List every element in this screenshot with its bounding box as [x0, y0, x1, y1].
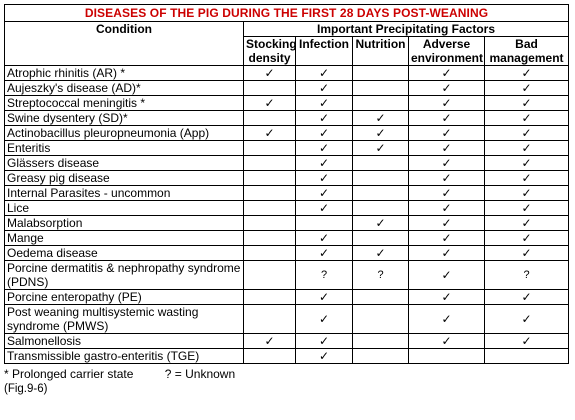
stocking-density-cell	[244, 305, 296, 334]
infection-cell: ✓	[296, 201, 353, 216]
table-row	[5, 111, 569, 126]
bad-management-cell: ✓	[485, 334, 569, 349]
table-body	[5, 66, 569, 364]
nutrition-cell	[353, 231, 409, 246]
infection-cell: ✓	[296, 349, 353, 364]
nutrition-cell: ✓	[353, 126, 409, 141]
stocking-density-cell	[244, 141, 296, 156]
disease-table-sheet	[4, 4, 568, 395]
nutrition-cell: ✓	[353, 216, 409, 231]
infection-cell: ✓	[296, 290, 353, 305]
infection-cell: ✓	[296, 126, 353, 141]
infection-cell: ✓	[296, 231, 353, 246]
table-row	[5, 126, 569, 141]
title-row	[5, 5, 569, 22]
nutrition-cell	[353, 186, 409, 201]
stocking-density-cell	[244, 290, 296, 305]
table-row	[5, 305, 569, 334]
table-row	[5, 216, 569, 231]
infection-cell	[296, 216, 353, 231]
stocking-density-cell	[244, 231, 296, 246]
infection-cell: ✓	[296, 96, 353, 111]
infection-cell: ✓	[296, 81, 353, 96]
adverse-environment-cell: ✓	[409, 231, 485, 246]
adverse-environment-cell: ✓	[409, 156, 485, 171]
bad-management-cell: ✓	[485, 290, 569, 305]
bad-management-cell: ✓	[485, 171, 569, 186]
footnote-carrier-state: * Prolonged carrier state	[4, 367, 134, 381]
factor-header-adverse-environment: Adverse environment	[409, 37, 485, 66]
bad-management-cell: ✓	[485, 216, 569, 231]
infection-cell: ✓	[296, 334, 353, 349]
nutrition-cell	[353, 156, 409, 171]
adverse-environment-cell: ✓	[409, 290, 485, 305]
nutrition-cell	[353, 171, 409, 186]
adverse-environment-cell: ✓	[409, 305, 485, 334]
bad-management-cell: ✓	[485, 111, 569, 126]
condition-cell: Porcine enteropathy (PE)	[5, 290, 244, 305]
condition-cell: Greasy pig disease	[5, 171, 244, 186]
infection-cell: ?	[296, 261, 353, 290]
infection-cell: ✓	[296, 305, 353, 334]
adverse-environment-cell: ✓	[409, 201, 485, 216]
table-row	[5, 186, 569, 201]
condition-cell: Aujeszky's disease (AD)*	[5, 81, 244, 96]
stocking-density-cell	[244, 81, 296, 96]
condition-cell: Streptococcal meningitis *	[5, 96, 244, 111]
condition-cell: Enteritis	[5, 141, 244, 156]
table-row	[5, 81, 569, 96]
nutrition-cell	[353, 66, 409, 81]
table-row	[5, 156, 569, 171]
footnote	[4, 367, 568, 381]
infection-cell: ✓	[296, 111, 353, 126]
adverse-environment-cell: ✓	[409, 261, 485, 290]
footnote-unknown: ? = Unknown	[164, 367, 236, 381]
condition-cell: Post weaning multisystemic wasting syndrome (PMWS)	[5, 305, 244, 334]
header-row-1	[5, 22, 569, 37]
stocking-density-cell: ✓	[244, 334, 296, 349]
stocking-density-cell: ✓	[244, 96, 296, 111]
adverse-environment-cell	[409, 349, 485, 364]
condition-cell: Porcine dermatitis & nephropathy syndrome (PDNS)	[5, 261, 244, 290]
nutrition-cell: ✓	[353, 111, 409, 126]
disease-table	[4, 4, 569, 364]
bad-management-cell: ✓	[485, 305, 569, 334]
bad-management-cell: ✓	[485, 246, 569, 261]
nutrition-cell	[353, 290, 409, 305]
stocking-density-cell	[244, 261, 296, 290]
bad-management-cell: ✓	[485, 126, 569, 141]
condition-cell: Actinobacillus pleuropneumonia (App)	[5, 126, 244, 141]
infection-cell: ✓	[296, 156, 353, 171]
adverse-environment-cell: ✓	[409, 171, 485, 186]
table-row	[5, 141, 569, 156]
condition-cell: Salmonellosis	[5, 334, 244, 349]
table-row	[5, 246, 569, 261]
table-row	[5, 349, 569, 364]
table-row	[5, 261, 569, 290]
condition-cell: Atrophic rhinitis (AR) *	[5, 66, 244, 81]
stocking-density-cell	[244, 171, 296, 186]
bad-management-cell: ✓	[485, 156, 569, 171]
stocking-density-cell	[244, 186, 296, 201]
condition-cell: Glässers disease	[5, 156, 244, 171]
stocking-density-cell	[244, 156, 296, 171]
table-row	[5, 66, 569, 81]
stocking-density-cell: ✓	[244, 126, 296, 141]
stocking-density-cell	[244, 201, 296, 216]
infection-cell: ✓	[296, 246, 353, 261]
stocking-density-cell: ✓	[244, 66, 296, 81]
stocking-density-cell	[244, 349, 296, 364]
infection-cell: ✓	[296, 141, 353, 156]
infection-cell: ✓	[296, 66, 353, 81]
bad-management-cell	[485, 349, 569, 364]
condition-cell: Lice	[5, 201, 244, 216]
nutrition-cell	[353, 334, 409, 349]
adverse-environment-cell: ✓	[409, 81, 485, 96]
condition-cell: Transmissible gastro-enteritis (TGE)	[5, 349, 244, 364]
bad-management-cell: ?	[485, 261, 569, 290]
condition-cell: Mange	[5, 231, 244, 246]
condition-header: Condition	[5, 22, 244, 66]
condition-cell: Malabsorption	[5, 216, 244, 231]
infection-cell: ✓	[296, 171, 353, 186]
condition-cell: Swine dysentery (SD)*	[5, 111, 244, 126]
nutrition-cell	[353, 96, 409, 111]
nutrition-cell	[353, 201, 409, 216]
bad-management-cell: ✓	[485, 81, 569, 96]
nutrition-cell: ✓	[353, 141, 409, 156]
nutrition-cell: ✓	[353, 246, 409, 261]
condition-cell: Internal Parasites - uncommon	[5, 186, 244, 201]
adverse-environment-cell: ✓	[409, 334, 485, 349]
bad-management-cell: ✓	[485, 186, 569, 201]
bad-management-cell: ✓	[485, 66, 569, 81]
stocking-density-cell	[244, 216, 296, 231]
adverse-environment-cell: ✓	[409, 246, 485, 261]
factor-header-stocking-density: Stocking density	[244, 37, 296, 66]
adverse-environment-cell: ✓	[409, 96, 485, 111]
bad-management-cell: ✓	[485, 231, 569, 246]
table-row	[5, 201, 569, 216]
nutrition-cell: ?	[353, 261, 409, 290]
factor-header-nutrition: Nutrition	[353, 37, 409, 66]
infection-cell: ✓	[296, 186, 353, 201]
factor-header-bad-management: Bad management	[485, 37, 569, 66]
table-row	[5, 290, 569, 305]
stocking-density-cell	[244, 111, 296, 126]
bad-management-cell: ✓	[485, 141, 569, 156]
adverse-environment-cell: ✓	[409, 141, 485, 156]
nutrition-cell	[353, 81, 409, 96]
adverse-environment-cell: ✓	[409, 216, 485, 231]
factor-header-infection: Infection	[296, 37, 353, 66]
table-row	[5, 334, 569, 349]
adverse-environment-cell: ✓	[409, 126, 485, 141]
table-row	[5, 96, 569, 111]
nutrition-cell	[353, 349, 409, 364]
condition-cell: Oedema disease	[5, 246, 244, 261]
table-title: DISEASES OF THE PIG DURING THE FIRST 28 DAYS POST-WEANING	[5, 5, 569, 22]
factors-group-header: Important Precipitating Factors	[244, 22, 569, 37]
table-row	[5, 231, 569, 246]
table-row	[5, 171, 569, 186]
nutrition-cell	[353, 305, 409, 334]
adverse-environment-cell: ✓	[409, 111, 485, 126]
figure-reference: (Fig.9-6)	[4, 383, 48, 395]
adverse-environment-cell: ✓	[409, 66, 485, 81]
stocking-density-cell	[244, 246, 296, 261]
bad-management-cell: ✓	[485, 96, 569, 111]
adverse-environment-cell: ✓	[409, 186, 485, 201]
bad-management-cell: ✓	[485, 201, 569, 216]
